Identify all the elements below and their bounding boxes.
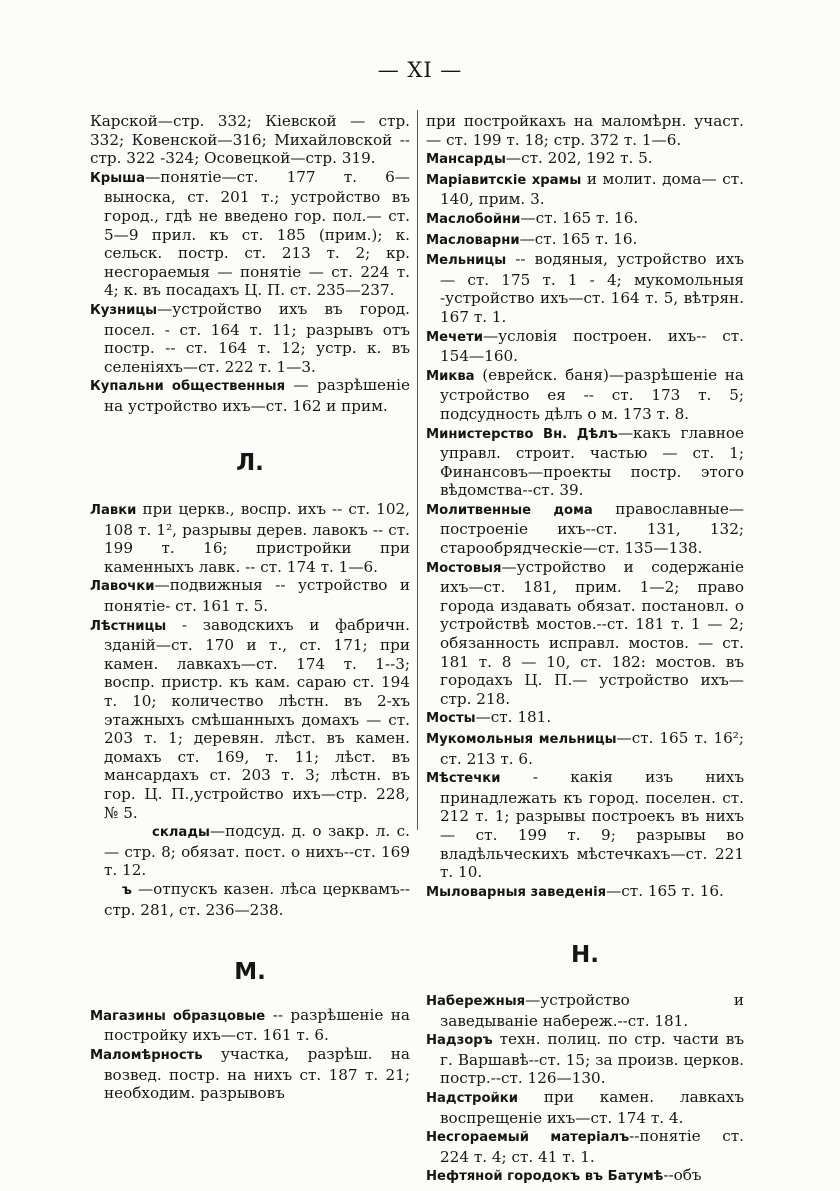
index-entry (426, 991, 744, 1030)
index-entry (426, 500, 744, 558)
entry-headword: Мѣстечки (426, 771, 501, 787)
entry-text: —устройство и заведыванiе набереж.--ст. 181. (440, 990, 744, 1030)
entry-text: - заводскихъ и фабричн. зданiй—ст. 170 и т., ст. 171; при камен. лавкахъ—ст. 174 т. 1--3; воспр. пристр. къ кам. сараю ст. 194 т. 10; количество лѣстн. въ 2-хъ этажныхъ смѣшанныхъ домахъ — ст. 203 т. 1; деревян. лѣст. въ камен. домахъ ст. 169, т. 11; лѣст. въ мансардахъ ст. 203 т. 3; лѣстн. въ гор. Ц. П.,устройство ихъ—стр. 228, № 5. (104, 615, 410, 822)
entry-headword: Лавочки (90, 579, 155, 595)
entry-headword: Мостовыя (426, 560, 502, 576)
entry-headword: Мукомольныя мельницы (426, 732, 617, 747)
index-entry (426, 1127, 744, 1166)
index-entry (426, 209, 744, 230)
entry-text: --понятiе ст. 224 т. 4; ст. 41 т. 1. (440, 1127, 744, 1166)
index-entry (90, 500, 410, 576)
entry-headword: ъ (122, 882, 132, 898)
entry-headword: Крыша (90, 170, 146, 186)
index-entry (426, 729, 744, 768)
entry-headword: склады (152, 825, 210, 841)
entry-text: —отпускъ казен. лѣса церквамъ--стр. 281, ст. 236—238. (104, 879, 410, 919)
entry-text: —ст. 165 т. 16. (520, 208, 639, 227)
entry-text: Карской—стр. 332; Кiевской — стр. 332; Ковенской—316; Михайловской -- стр. 322 -324; Осовецкой—стр. 319. (90, 112, 410, 168)
entry-headword: Масловарни (426, 232, 520, 248)
index-entry (90, 112, 410, 168)
entry-headword: Мыловарныя заведенiя (426, 884, 607, 900)
index-entry (426, 708, 744, 729)
entry-headword: Маломѣрность (90, 1047, 203, 1063)
index-entry (90, 168, 410, 300)
index-subentry (90, 822, 410, 880)
entry-text: —какъ главное управл. строит. частью — ст. 1; Финансовъ—проекты постр. этого вѣдомства--ст. 39. (440, 423, 744, 500)
entry-text: -- водяныя, устройство ихъ — ст. 175 т. 1 - 4; мукомольныя -устройство ихъ—ст. 164 т. 5, вѣтрян. 167 т. 1. (440, 250, 744, 326)
index-entry (426, 230, 744, 251)
entry-headword: Мансарды (426, 152, 506, 168)
entry-headword: Набережныя (426, 993, 526, 1009)
index-entry (426, 170, 744, 209)
index-entry (90, 616, 410, 823)
entry-headword: Мельницы (426, 253, 507, 269)
entry-headword: Купальни общественныя (90, 379, 286, 395)
entry-text: —понятiе—ст. 177 т. 6—выноска, ст. 201 т.; устройство въ город., гдѣ не введено гор. пол.— ст. 5—9 прил. къ ст. 185 (прим.); к. сельск. постр. ст. 213 т. 2; кр. несгораемыя — понятiе — ст. 224 т. 4; к. въ посадахъ Ц. П. ст. 235—237. (104, 167, 410, 300)
index-entry (426, 366, 744, 424)
section-letter-m: М. (234, 959, 266, 986)
index-entry (90, 1006, 410, 1045)
entry-text: —ст. 202, 192 т. 5. (505, 149, 653, 168)
entry-headword: Кузницы (90, 302, 158, 318)
index-entry (426, 768, 744, 882)
entry-text: —ст. 165 т. 16²; ст. 213 т. 6. (440, 729, 745, 768)
entry-headword: Марiавитскiе храмы (426, 172, 582, 188)
index-entry (426, 424, 744, 500)
entry-headword: Надзоръ (426, 1033, 493, 1049)
index-entry (426, 1166, 744, 1187)
entry-headword: Молитвенные дома (426, 502, 593, 518)
entry-text: —подвижныя -- устройство и понятiе- ст. 161 т. 5. (104, 576, 410, 616)
page-number: — XI — (377, 58, 463, 82)
index-entry (426, 112, 744, 149)
entry-text: -- разрѣшенiе на постройку ихъ—ст. 161 т. 6. (104, 1005, 410, 1045)
entry-text: —ст. 165 т. 16. (519, 229, 638, 248)
entry-headword: Лавки (90, 503, 137, 519)
entry-text: техн. полиц. по стр. части въ г. Варшавѣ--ст. 15; за произв. церков. постр.--ст. 126—130. (440, 1030, 744, 1088)
column-divider (417, 110, 418, 830)
section-letter-n: Н. (571, 942, 599, 969)
index-entry (426, 882, 744, 903)
entry-headword: Магазины образцовые (90, 1008, 266, 1024)
right-column (426, 112, 744, 1187)
index-entry (426, 1030, 744, 1088)
entry-text: --объ (663, 1166, 702, 1185)
index-entry (90, 576, 410, 615)
entry-text: —условiя построен. ихъ-- ст. 154—160. (440, 326, 744, 366)
entry-text: — разрѣшенiе на устройство ихъ—ст. 162 и прим. (104, 376, 411, 415)
entry-text: —ст. 165 т. 16. (606, 881, 724, 900)
entry-headword: Мечети (426, 329, 483, 345)
left-column (90, 112, 410, 1103)
index-subentry (90, 880, 410, 919)
index-entry (426, 149, 744, 170)
entry-text: —подсуд. д. о закр. л. с. — стр. 8; обязат. пост. о нихъ--ст. 169 т. 12. (104, 822, 410, 880)
entry-text: (еврейск. баня)—разрѣшенiе на устройство ея -- ст. 173 т. 5; подсудность дѣлъ о м. 173 т. 8. (440, 365, 744, 423)
index-entry (426, 1088, 744, 1127)
entry-text: —устройство ихъ въ город. посел. - ст. 164 т. 11; разрывъ отъ постр. -- ст. 164 т. 12; устр. к. въ селенiяхъ—ст. 222 т. 1—3. (104, 299, 410, 376)
entry-text: —устройство и содержанiе ихъ—ст. 181, прим. 1—2; право города издавать обязат. постановл. о устройствѣ мостов.--ст. 181 т. 1 — 2; обязанность исправл. мостов. — ст. 181 т. 8 — 10, ст. 182: мостов. въ городахъ Ц. П.— устройство ихъ—стр. 218. (440, 557, 744, 708)
entry-headword: Маслобойни (426, 211, 521, 227)
entry-headword: Мосты (426, 711, 476, 727)
entry-text: православные— построенiе ихъ--ст. 131, 132; старообрядческiе—ст. 135—138. (440, 499, 744, 558)
entry-headword: Министерство Вн. Дѣлъ (426, 426, 618, 442)
entry-headword: Миква (426, 368, 475, 384)
entry-text: и молит. дома— ст. 140, прим. 3. (440, 169, 744, 209)
entry-headword: Нефтяной городокъ въ Батумѣ (426, 1169, 664, 1185)
entry-headword: Лѣстницы (90, 618, 167, 634)
index-entry (426, 327, 744, 366)
entry-headword: Надстройки (426, 1090, 518, 1106)
entry-headword: Несгораемый матерiалъ (426, 1130, 630, 1146)
index-entry (90, 376, 410, 415)
index-entry (90, 1045, 410, 1103)
index-entry (426, 250, 744, 326)
entry-text: при камен. лавкахъ воспрещенiе ихъ—ст. 174 т. 4. (440, 1087, 744, 1127)
entry-text: при церкв., воспр. ихъ -- ст. 102, 108 т. 1², разрывы дерев. лавокъ -- ст. 199 т. 16; пристройки при каменныхъ лавк. -- ст. 174 т. 1—6. (104, 500, 410, 576)
index-entry (426, 558, 744, 709)
entry-text: участка, разрѣш. на возвед. постр. на нихъ ст. 187 т. 21; необходим. разрывовъ (104, 1044, 410, 1103)
entry-text: - какiя изъ нихъ принадлежать къ город. поселен. ст. 212 т. 1; разрывы построекъ въ нихъ— ст. 199 т. 9; разрывы во владѣльческихъ мѣстечкахъ—ст. 221 т. 10. (440, 768, 744, 882)
index-entry (90, 300, 410, 376)
section-letter-l: Л. (236, 449, 264, 476)
entry-text: при постройкахъ на маломѣрн. участ. — ст. 199 т. 18; стр. 372 т. 1—6. (426, 112, 744, 149)
entry-text: —ст. 181. (475, 708, 552, 727)
